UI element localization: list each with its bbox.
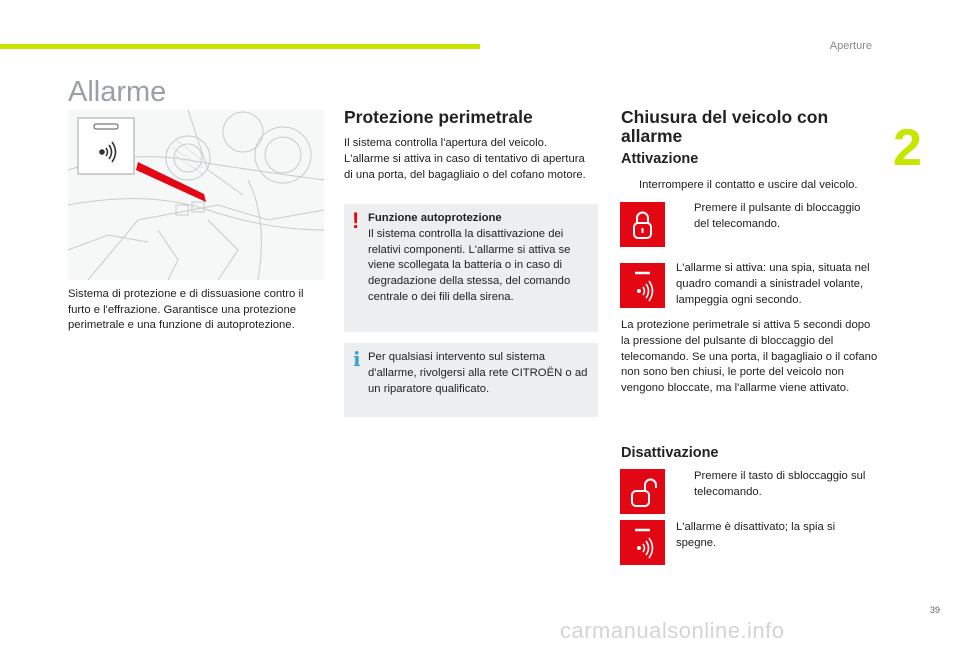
attivazione-heading (621, 151, 698, 167)
page-number: 39 (930, 605, 941, 615)
attivazione-paragraph: La protezione perimetrale si attiva 5 secondi dopo la pressione del pulsante di bloccaggio del telecomando. Se una porta, il bagagliaio o il cofano non sono ben chiusi, le porte del veicolo non vengono bloccate, ma l'allarme viene attivato. (621, 319, 878, 395)
attivazione-step-1 (621, 178, 877, 194)
warning-text: Il sistema controlla la disattivazione dei relativi componenti. L'allarme si attiva se viene scollegata la batteria o in caso di degradazione della stessa, del comando centrale o dei fili della sirena. (368, 227, 571, 303)
alarm-led-tile (620, 263, 665, 308)
disattivazione-title: Disattivazione (621, 445, 719, 461)
perimetrale-text: Il sistema controlla l'apertura del veicolo. L'allarme si attiva in caso di tentativo di apertura di una porta, del bagagliaio o del cofano motore. (344, 137, 586, 181)
info-text: Per qualsiasi intervento sul sistema d'allarme, rivolgersi alla rete CITROËN o ad un riparatore qualificato. (368, 351, 588, 395)
chapter-number: 2 (893, 119, 922, 177)
accent-bar (0, 44, 480, 49)
info-icon: i (353, 347, 361, 371)
attivazione-title: Attivazione (621, 151, 699, 167)
attivazione-step-1-text: Interrompere il contatto e uscire dal veicolo. (639, 179, 858, 191)
attivazione-led-text: L'allarme si attiva: una spia, situata nel quadro comandi a sinistradel volante, lampeggia ogni secondo. (676, 262, 870, 306)
dashboard-illustration (68, 110, 324, 280)
perimetrale-title: Protezione perimetrale (344, 107, 533, 127)
section-label: Aperture (829, 40, 872, 52)
alarm-led-icon (620, 520, 665, 565)
chiusura-heading (621, 108, 871, 146)
watermark: carmanualsonline.info (560, 618, 785, 643)
disattivazione-heading (621, 445, 719, 461)
disattivazione-step-1-text: Premere il tasto di sbloccaggio sul telecomando. (694, 470, 866, 498)
unlock-tile (620, 469, 665, 514)
warning-exclamation-icon: ! (352, 208, 360, 233)
alarm-led-icon (620, 263, 665, 308)
disattivazione-text: L'allarme è disattivato; la spia si spegne. (676, 521, 836, 549)
alarm-led-off-tile (620, 520, 665, 565)
warning-content (368, 211, 594, 306)
chiusura-title: Chiusura del veicolo con allarme (621, 107, 829, 146)
padlock-open-icon (620, 469, 665, 514)
lock-tile (620, 202, 665, 247)
page-title: Allarme (68, 76, 167, 108)
warning-title: Funzione autoprotezione (368, 212, 502, 224)
perimetrale-heading (344, 108, 533, 127)
attivazione-step-2 (676, 201, 876, 233)
padlock-closed-icon (620, 202, 665, 247)
figure-caption: Sistema di protezione e di dissuasione contro il furto e l'effrazione. Garantisce una protezione perimetrale e una funzione di autoprotezione. (68, 288, 304, 331)
attivazione-step-2-text: Premere il pulsante di bloccaggio del telecomando. (694, 202, 861, 230)
disattivazione-step-1 (676, 469, 876, 501)
